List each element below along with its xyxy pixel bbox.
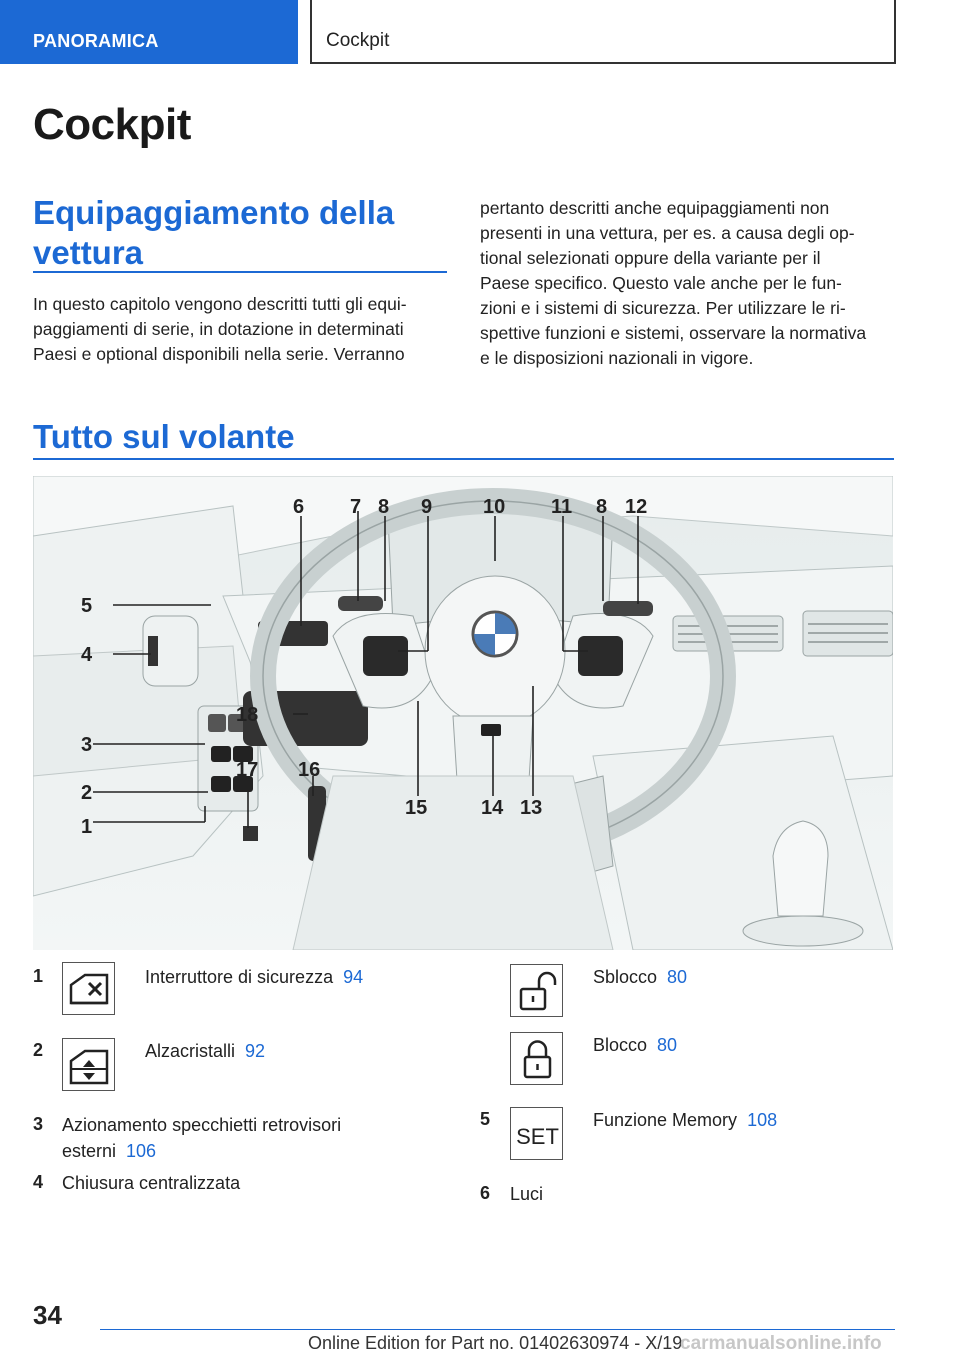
item-number: 4 — [33, 1172, 44, 1192]
item-number: 5 — [480, 1109, 491, 1129]
paragraph-line: In questo capitolo vengono descritti tutti gli equi- — [33, 294, 407, 314]
power-window-icon — [62, 1038, 115, 1091]
item-number: 3 — [33, 1114, 44, 1134]
legend-item-unlock — [593, 964, 687, 990]
cockpit-illustration — [33, 476, 893, 950]
page-reference-link[interactable]: 92 — [245, 1041, 266, 1061]
legend-item-text: esterni — [62, 1141, 117, 1161]
item-number: 2 — [33, 1040, 44, 1060]
section-heading-line: vettura — [33, 234, 144, 271]
callout-13: 13 — [520, 797, 543, 819]
callout-4: 4 — [81, 644, 93, 666]
svg-text:SET: SET — [516, 1124, 559, 1149]
page-reference-link[interactable]: 80 — [667, 967, 688, 987]
callout-7: 7 — [350, 496, 362, 518]
item-number: 1 — [33, 966, 44, 986]
cockpit-drawing — [33, 476, 893, 950]
legend-item-text: Azionamento specchietti retrovisori — [62, 1115, 342, 1135]
callout-17: 17 — [236, 759, 259, 781]
intro-paragraph-right — [480, 196, 895, 371]
callout-9: 9 — [421, 496, 433, 518]
callout-8b: 8 — [596, 496, 608, 518]
callout-1: 1 — [81, 816, 93, 838]
callout-16: 16 — [298, 759, 321, 781]
callout-2: 2 — [81, 782, 93, 804]
section-tab[interactable] — [0, 0, 298, 64]
callout-11: 11 — [551, 496, 573, 518]
section-rule — [33, 458, 894, 460]
legend-item-text: Blocco — [593, 1035, 648, 1055]
legend-item-3 — [62, 1112, 341, 1164]
callout-3: 3 — [81, 734, 93, 756]
legend-item-text: Funzione Memory — [593, 1110, 738, 1130]
watermark: carmanualsonline.info — [680, 1333, 882, 1354]
paragraph-line: Paesi e optional disponibili nella serie. Verranno — [33, 344, 405, 364]
callout-15: 15 — [405, 797, 428, 819]
legend-item-6 — [510, 1181, 543, 1207]
chapter-tab[interactable] — [310, 0, 896, 64]
section-heading-equipment — [33, 193, 443, 273]
edition-footer: Online Edition for Part no. 01402630974 - X/19 — [308, 1333, 683, 1353]
page-reference-link[interactable]: 94 — [343, 967, 364, 987]
unlock-icon — [510, 964, 563, 1017]
legend-item-4 — [62, 1170, 240, 1196]
footer-rule — [100, 1329, 895, 1330]
paragraph-line: Paese specifico. Questo vale anche per le fun- — [480, 273, 842, 293]
legend-item-text: Chiusura centralizzata — [62, 1173, 241, 1193]
section-heading-steering-wheel: Tutto sul volante — [33, 418, 295, 455]
legend-item-text: Luci — [510, 1184, 544, 1204]
paragraph-line: presenti in una vettura, per es. a causa degli op- — [480, 223, 855, 243]
callout-12: 12 — [625, 496, 648, 518]
chapter-tab-label: Cockpit — [326, 30, 390, 51]
section-tab-label: PANORAMICA — [33, 31, 159, 51]
section-rule — [33, 271, 447, 273]
set-memory-icon — [510, 1107, 563, 1160]
page-title: Cockpit — [33, 100, 191, 149]
section-heading-line: Equipaggiamento della — [33, 194, 395, 231]
legend-item-text: Sblocco — [593, 967, 658, 987]
item-number: 6 — [480, 1183, 491, 1203]
window-safety-switch-icon — [62, 962, 115, 1015]
lock-icon — [510, 1032, 563, 1085]
paragraph-line: tional selezionati oppure della variante per il — [480, 248, 821, 268]
page-reference-link[interactable]: 106 — [126, 1141, 157, 1161]
callout-10: 10 — [483, 496, 506, 518]
callout-5: 5 — [81, 595, 93, 617]
legend-item-text: Interruttore di sicurezza — [145, 967, 334, 987]
legend-item-5 — [593, 1107, 777, 1133]
callout-6: 6 — [293, 496, 305, 518]
paragraph-line: pertanto descritti anche equipaggiamenti non — [480, 198, 830, 218]
paragraph-line: zioni e i sistemi di sicurezza. Per utilizzare le ri- — [480, 298, 846, 318]
page-reference-link[interactable]: 80 — [657, 1035, 678, 1055]
callout-14: 14 — [481, 797, 504, 819]
callout-8: 8 — [378, 496, 390, 518]
legend-item-text: Alzacristalli — [145, 1041, 236, 1061]
paragraph-line: spettive funzioni e sistemi, osservare la normativa — [480, 323, 867, 343]
page-number: 34 — [33, 1300, 62, 1330]
legend-item-2 — [145, 1038, 265, 1064]
legend-item-lock — [593, 1032, 677, 1058]
paragraph-line: e le disposizioni nazionali in vigore. — [480, 348, 754, 368]
page-reference-link[interactable]: 108 — [747, 1110, 778, 1130]
intro-paragraph-left — [33, 292, 447, 367]
legend-item-1 — [145, 964, 363, 990]
paragraph-line: paggiamenti di serie, in dotazione in determinati — [33, 319, 404, 339]
callout-18: 18 — [236, 704, 259, 726]
